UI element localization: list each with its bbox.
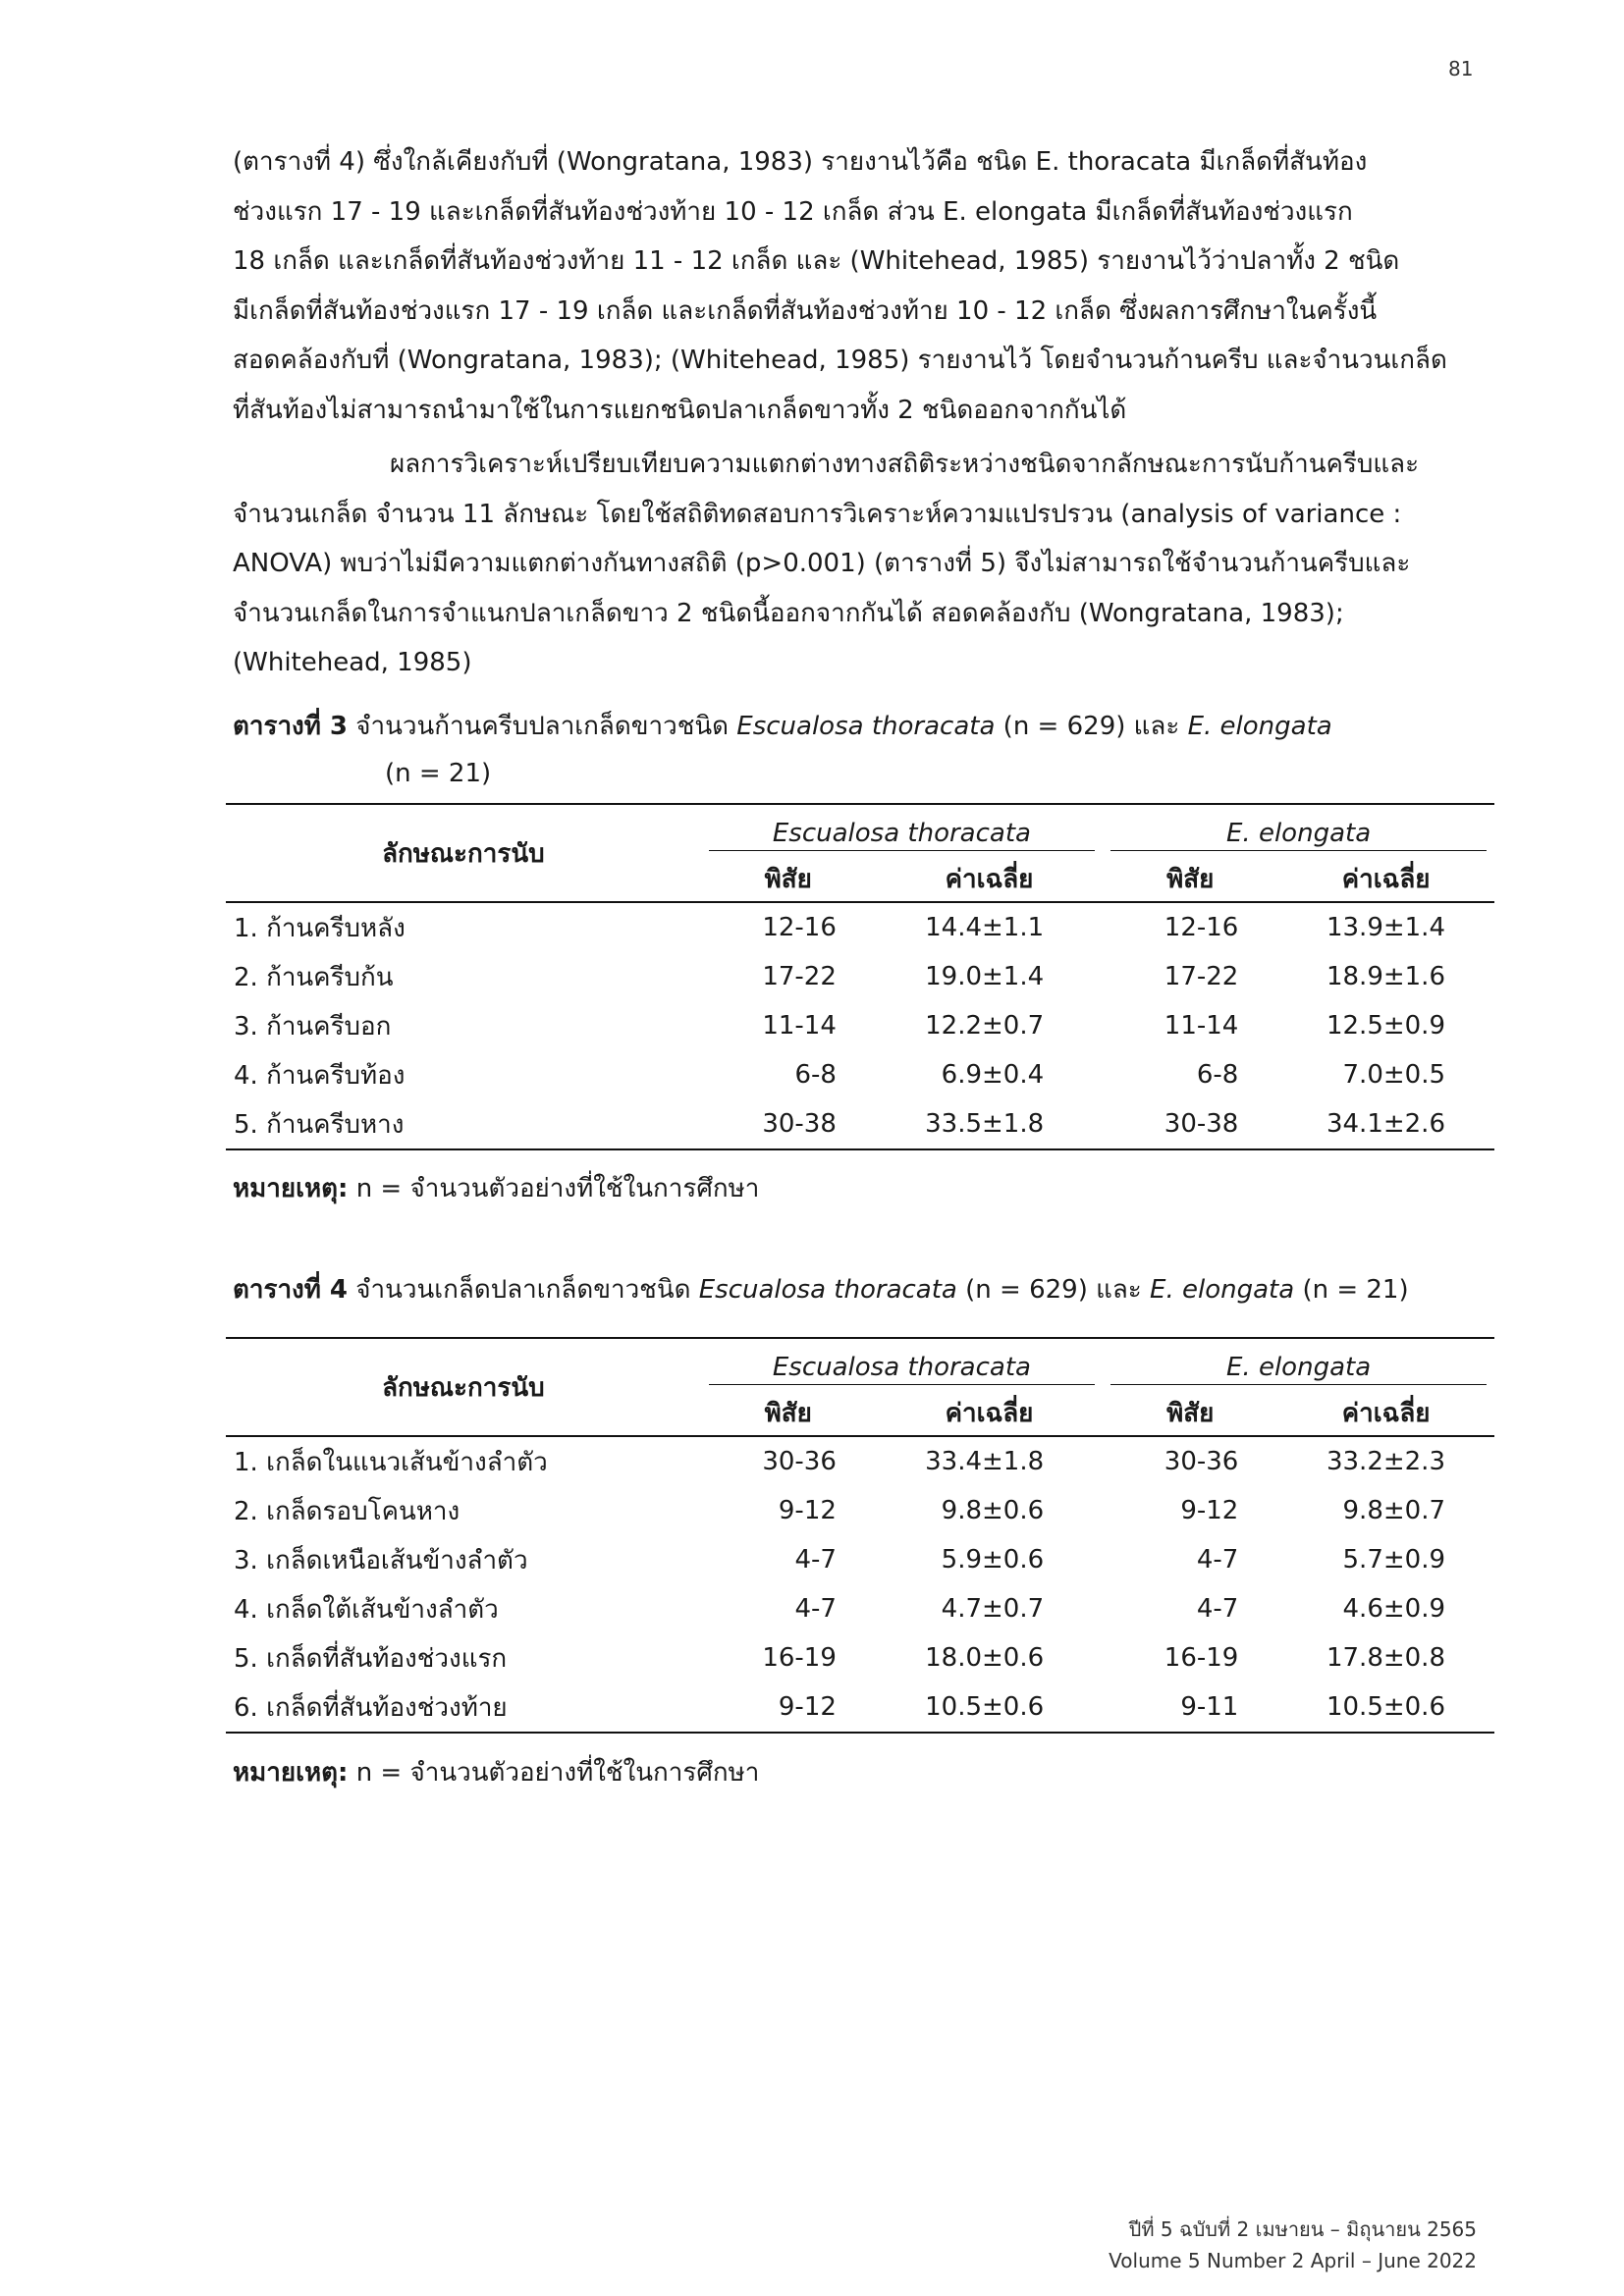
table3-header-label: ลักษณะการนับ [226,804,701,902]
range-cell: 9-12 [701,1682,876,1733]
table-row [226,1535,1494,1584]
row-label: 2. เกล็ดรอบโคนหาง [234,1496,460,1526]
table4-group1-header: Escualosa thoracata [701,1338,1103,1390]
text-line: ที่สันท้องไม่สามารถนำมาใช้ในการแยกชนิดปลาเกล็ดขาวทั้ง 2 ชนิดออกจากกันได้ [233,395,1127,425]
table4-note [233,1752,759,1792]
table3-caption-label: ตารางที่ 3 [233,712,349,741]
range-cell: 9-12 [1180,1496,1239,1525]
mean-cell: 13.9±1.4 [1326,913,1445,942]
range-cell: 30-38 [701,1099,876,1149]
range-cell: 9-12 [778,1496,837,1525]
mean-cell: 34.1±2.6 [1277,1099,1494,1149]
table4-note-label: หมายเหตุ: [233,1758,349,1788]
table3-caption-tail: (n = 21) [385,759,492,788]
table3-caption-mid: (n = 629) และ [1002,712,1180,741]
table3-mean-header: ค่าเฉลี่ย [876,856,1103,902]
text-line: จำนวนเกล็ด จำนวน 11 ลักษณะ โดยใช้สถิติทดสอบการวิเคราะห์ความแปรปรวน (analysis of variance : [233,499,1402,529]
table3-caption-species2: E. elongata [1187,712,1332,741]
mean-cell: 6.9±0.4 [941,1060,1045,1090]
table3-mean-header: ค่าเฉลี่ย [1277,856,1494,902]
range-cell: 30-36 [762,1447,837,1476]
table4-range-header: พิสัย [701,1390,876,1436]
table4-caption-species2: E. elongata [1150,1275,1295,1305]
mean-cell: 33.2±2.3 [1326,1447,1445,1476]
range-cell: 4-7 [1196,1545,1239,1575]
table3-caption [233,703,1489,797]
text-line: จำนวนเกล็ดในการจำแนกปลาเกล็ดขาว 2 ชนิดนี้ออกจากกันได้ สอดคล้องกับ (Wongratana, 1983); [233,598,1344,628]
table4-caption-text: จำนวนเกล็ดปลาเกล็ดขาวชนิด [355,1275,691,1305]
range-cell: 6-8 [794,1060,837,1090]
table4-caption-mid: (n = 629) และ [965,1275,1142,1305]
row-label: 5. ก้านครีบหาง [226,1099,701,1149]
table3-range-header: พิสัย [701,856,876,902]
table-row [226,1099,1494,1149]
row-label: 6. เกล็ดที่สันท้องช่วงท้าย [226,1682,701,1733]
mean-cell: 7.0±0.5 [1342,1060,1445,1090]
table-row [226,952,1494,1001]
body-paragraph-2 [233,440,1489,688]
row-label: 4. เกล็ดใต้เส้นข้างลำตัว [234,1594,499,1625]
table3-group2-header: E. elongata [1103,804,1494,856]
mean-cell: 4.7±0.7 [941,1594,1045,1624]
range-cell: 9-11 [1103,1682,1277,1733]
row-label: 2. ก้านครีบก้น [234,962,394,992]
row-label: 5. เกล็ดที่สันท้องช่วงแรก [234,1643,508,1674]
range-cell: 4-7 [1196,1594,1239,1624]
table-row [226,1436,1494,1486]
table4-group2-header: E. elongata [1103,1338,1494,1390]
footer-thai-issue: ปีที่ 5 ฉบับที่ 2 เมษายน – มิถุนายน 2565 [1128,2217,1477,2241]
mean-cell: 10.5±0.6 [1277,1682,1494,1733]
table-row [226,1682,1494,1733]
mean-cell: 33.5±1.8 [876,1099,1103,1149]
row-label: 1. ก้านครีบหลัง [234,913,406,943]
table4-header-label: ลักษณะการนับ [226,1338,701,1436]
mean-cell: 18.9±1.6 [1326,962,1445,991]
mean-cell: 14.4±1.1 [925,913,1045,942]
text-line: 18 เกล็ด และเกล็ดที่สันท้องช่วงท้าย 11 - 12 เกล็ด และ (Whitehead, 1985) รายงานไว้ว่าปลาทั้ง 2 ชนิด [233,246,1400,276]
table4-caption-species1: Escualosa thoracata [698,1275,957,1305]
range-cell: 12-16 [1164,913,1239,942]
mean-cell: 9.8±0.6 [941,1496,1045,1525]
range-cell: 4-7 [794,1594,837,1624]
range-cell: 17-22 [1164,962,1239,991]
range-cell: 16-19 [762,1643,837,1673]
text-line: สอดคล้องกับที่ (Wongratana, 1983); (Whitehead, 1985) รายงานไว้ โดยจำนวนก้านครีบ และจำนวนเกล็ด [233,346,1447,375]
table4-caption-tail: (n = 21) [1302,1275,1409,1305]
table3-caption-species1: Escualosa thoracata [736,712,996,741]
footer-english-issue: Volume 5 Number 2 April – June 2022 [1109,2249,1477,2272]
table-row [226,1001,1494,1050]
table4-caption [233,1266,1489,1313]
mean-cell: 10.5±0.6 [876,1682,1103,1733]
range-cell: 30-36 [1164,1447,1239,1476]
table-row [226,1633,1494,1682]
row-label: 4. ก้านครีบท้อง [234,1060,406,1091]
table3-note [233,1168,759,1208]
row-label: 1. เกล็ดในแนวเส้นข้างลำตัว [234,1447,548,1477]
text-line: มีเกล็ดที่สันท้องช่วงแรก 17 - 19 เกล็ด และเกล็ดที่สันท้องช่วงท้าย 10 - 12 เกล็ด ซึ่งผลการศึกษาในครั้งนี้ [233,295,1378,326]
mean-cell: 12.2±0.7 [925,1011,1045,1041]
table4-range-header: พิสัย [1103,1390,1277,1436]
text-line: (Whitehead, 1985) [233,648,472,677]
mean-cell: 5.9±0.6 [941,1545,1045,1575]
range-cell: 16-19 [1164,1643,1239,1673]
mean-cell: 17.8±0.8 [1326,1643,1445,1673]
table3-group1-header: Escualosa thoracata [701,804,1103,856]
table-row [226,1486,1494,1535]
mean-cell: 18.0±0.6 [925,1643,1045,1673]
table4-note-text: n = จำนวนตัวอย่างที่ใช้ในการศึกษา [355,1758,760,1788]
range-cell: 17-22 [762,962,837,991]
range-cell: 6-8 [1196,1060,1239,1090]
table-row [226,1584,1494,1633]
mean-cell: 12.5±0.9 [1326,1011,1445,1041]
page-number: 81 [1448,57,1474,80]
row-label: 3. เกล็ดเหนือเส้นข้างลำตัว [234,1545,528,1575]
table3-range-header: พิสัย [1103,856,1277,902]
range-cell: 11-14 [762,1011,837,1041]
mean-cell: 9.8±0.7 [1342,1496,1445,1525]
text-line: ผลการวิเคราะห์เปรียบเทียบความแตกต่างทางสถิติระหว่างชนิดจากลักษณะการนับก้านครีบและ [390,450,1420,479]
mean-cell: 19.0±1.4 [925,962,1045,991]
body-paragraph-1 [233,137,1489,435]
table4-mean-header: ค่าเฉลี่ย [1277,1390,1494,1436]
table3 [226,803,1494,1150]
table4 [226,1337,1494,1734]
mean-cell: 4.6±0.9 [1342,1594,1445,1624]
row-label: 3. ก้านครีบอก [234,1011,392,1041]
table3-caption-text: จำนวนก้านครีบปลาเกล็ดขาวชนิด [355,712,730,741]
text-line: ช่วงแรก 17 - 19 และเกล็ดที่สันท้องช่วงท้าย 10 - 12 เกล็ด ส่วน E. elongata มีเกล็ดที่สันท้องช่วงแรก [233,196,1353,227]
text-line: (ตารางที่ 4) ซึ่งใกล้เคียงกับที่ (Wongratana, 1983) รายงานไว้คือ ชนิด E. thoracata มีเกล็ดที่สันท้อง [233,147,1368,177]
mean-cell: 33.4±1.8 [925,1447,1045,1476]
table3-note-text: n = จำนวนตัวอย่างที่ใช้ในการศึกษา [355,1174,760,1203]
table-row [226,1050,1494,1099]
table4-caption-label: ตารางที่ 4 [233,1275,349,1305]
range-cell: 30-38 [1103,1099,1277,1149]
table3-note-label: หมายเหตุ: [233,1174,349,1203]
range-cell: 4-7 [794,1545,837,1575]
text-line: ANOVA) พบว่าไม่มีความแตกต่างกันทางสถิติ (p>0.001) (ตารางที่ 5) จึงไม่สามารถใช้จำนวนก้านครีบและ [233,549,1411,578]
mean-cell: 5.7±0.9 [1342,1545,1445,1575]
range-cell: 12-16 [762,913,837,942]
table-row [226,902,1494,952]
range-cell: 11-14 [1164,1011,1239,1041]
table4-mean-header: ค่าเฉลี่ย [876,1390,1103,1436]
